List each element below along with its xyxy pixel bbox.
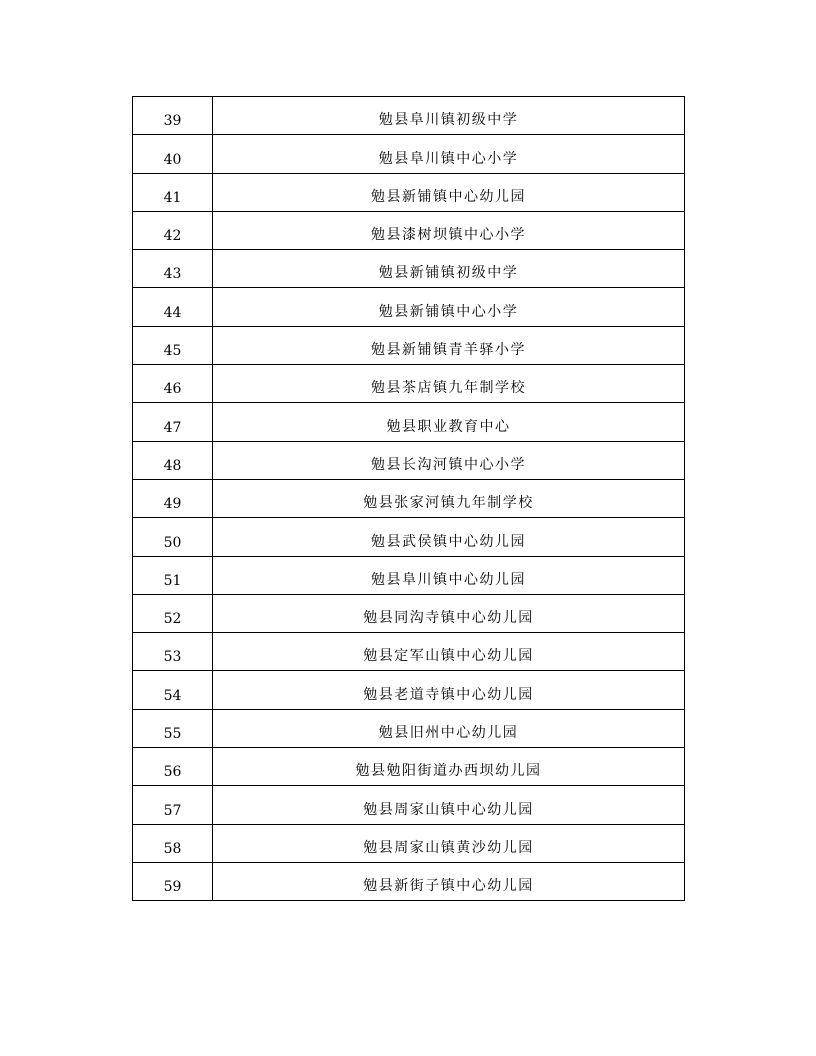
school-name: 勉县新铺镇中心幼儿园 [213, 173, 685, 211]
row-number: 52 [133, 594, 213, 632]
table-row [133, 403, 685, 441]
row-number: 51 [133, 556, 213, 594]
table-row [133, 97, 685, 135]
school-name: 勉县新街子镇中心幼儿园 [213, 862, 685, 900]
school-name: 勉县新铺镇中心小学 [213, 288, 685, 326]
table-row [133, 633, 685, 671]
row-number: 53 [133, 633, 213, 671]
row-number: 41 [133, 173, 213, 211]
row-number: 42 [133, 211, 213, 249]
table-row [133, 365, 685, 403]
table-row [133, 786, 685, 824]
school-name: 勉县同沟寺镇中心幼儿园 [213, 594, 685, 632]
school-name: 勉县周家山镇中心幼儿园 [213, 786, 685, 824]
school-name: 勉县阜川镇中心幼儿园 [213, 556, 685, 594]
row-number: 49 [133, 479, 213, 517]
school-name: 勉县定军山镇中心幼儿园 [213, 633, 685, 671]
school-list-body [133, 97, 685, 901]
row-number: 56 [133, 748, 213, 786]
school-name: 勉县阜川镇中心小学 [213, 135, 685, 173]
school-name: 勉县旧州中心幼儿园 [213, 709, 685, 747]
school-name: 勉县勉阳街道办西坝幼儿园 [213, 748, 685, 786]
school-name: 勉县新铺镇青羊驿小学 [213, 326, 685, 364]
school-name: 勉县张家河镇九年制学校 [213, 479, 685, 517]
row-number: 57 [133, 786, 213, 824]
row-number: 58 [133, 824, 213, 862]
school-name: 勉县茶店镇九年制学校 [213, 365, 685, 403]
table-row [133, 748, 685, 786]
table-row [133, 250, 685, 288]
table-row [133, 671, 685, 709]
school-name: 勉县长沟河镇中心小学 [213, 441, 685, 479]
row-number: 54 [133, 671, 213, 709]
row-number: 48 [133, 441, 213, 479]
table-row [133, 518, 685, 556]
table-row [133, 594, 685, 632]
row-number: 43 [133, 250, 213, 288]
table-row [133, 709, 685, 747]
row-number: 59 [133, 862, 213, 900]
table-row [133, 135, 685, 173]
table-row [133, 211, 685, 249]
row-number: 50 [133, 518, 213, 556]
school-name: 勉县新铺镇初级中学 [213, 250, 685, 288]
table-row [133, 326, 685, 364]
row-number: 39 [133, 97, 213, 135]
school-list-table [132, 96, 685, 901]
school-name: 勉县职业教育中心 [213, 403, 685, 441]
row-number: 46 [133, 365, 213, 403]
school-name: 勉县周家山镇黄沙幼儿园 [213, 824, 685, 862]
row-number: 44 [133, 288, 213, 326]
school-name: 勉县武侯镇中心幼儿园 [213, 518, 685, 556]
school-name: 勉县阜川镇初级中学 [213, 97, 685, 135]
row-number: 55 [133, 709, 213, 747]
table-row [133, 556, 685, 594]
table-row [133, 173, 685, 211]
row-number: 45 [133, 326, 213, 364]
school-name: 勉县老道寺镇中心幼儿园 [213, 671, 685, 709]
table-row [133, 479, 685, 517]
table-row [133, 824, 685, 862]
row-number: 47 [133, 403, 213, 441]
row-number: 40 [133, 135, 213, 173]
table-row [133, 441, 685, 479]
table-row [133, 288, 685, 326]
school-name: 勉县漆树坝镇中心小学 [213, 211, 685, 249]
table-row [133, 862, 685, 900]
